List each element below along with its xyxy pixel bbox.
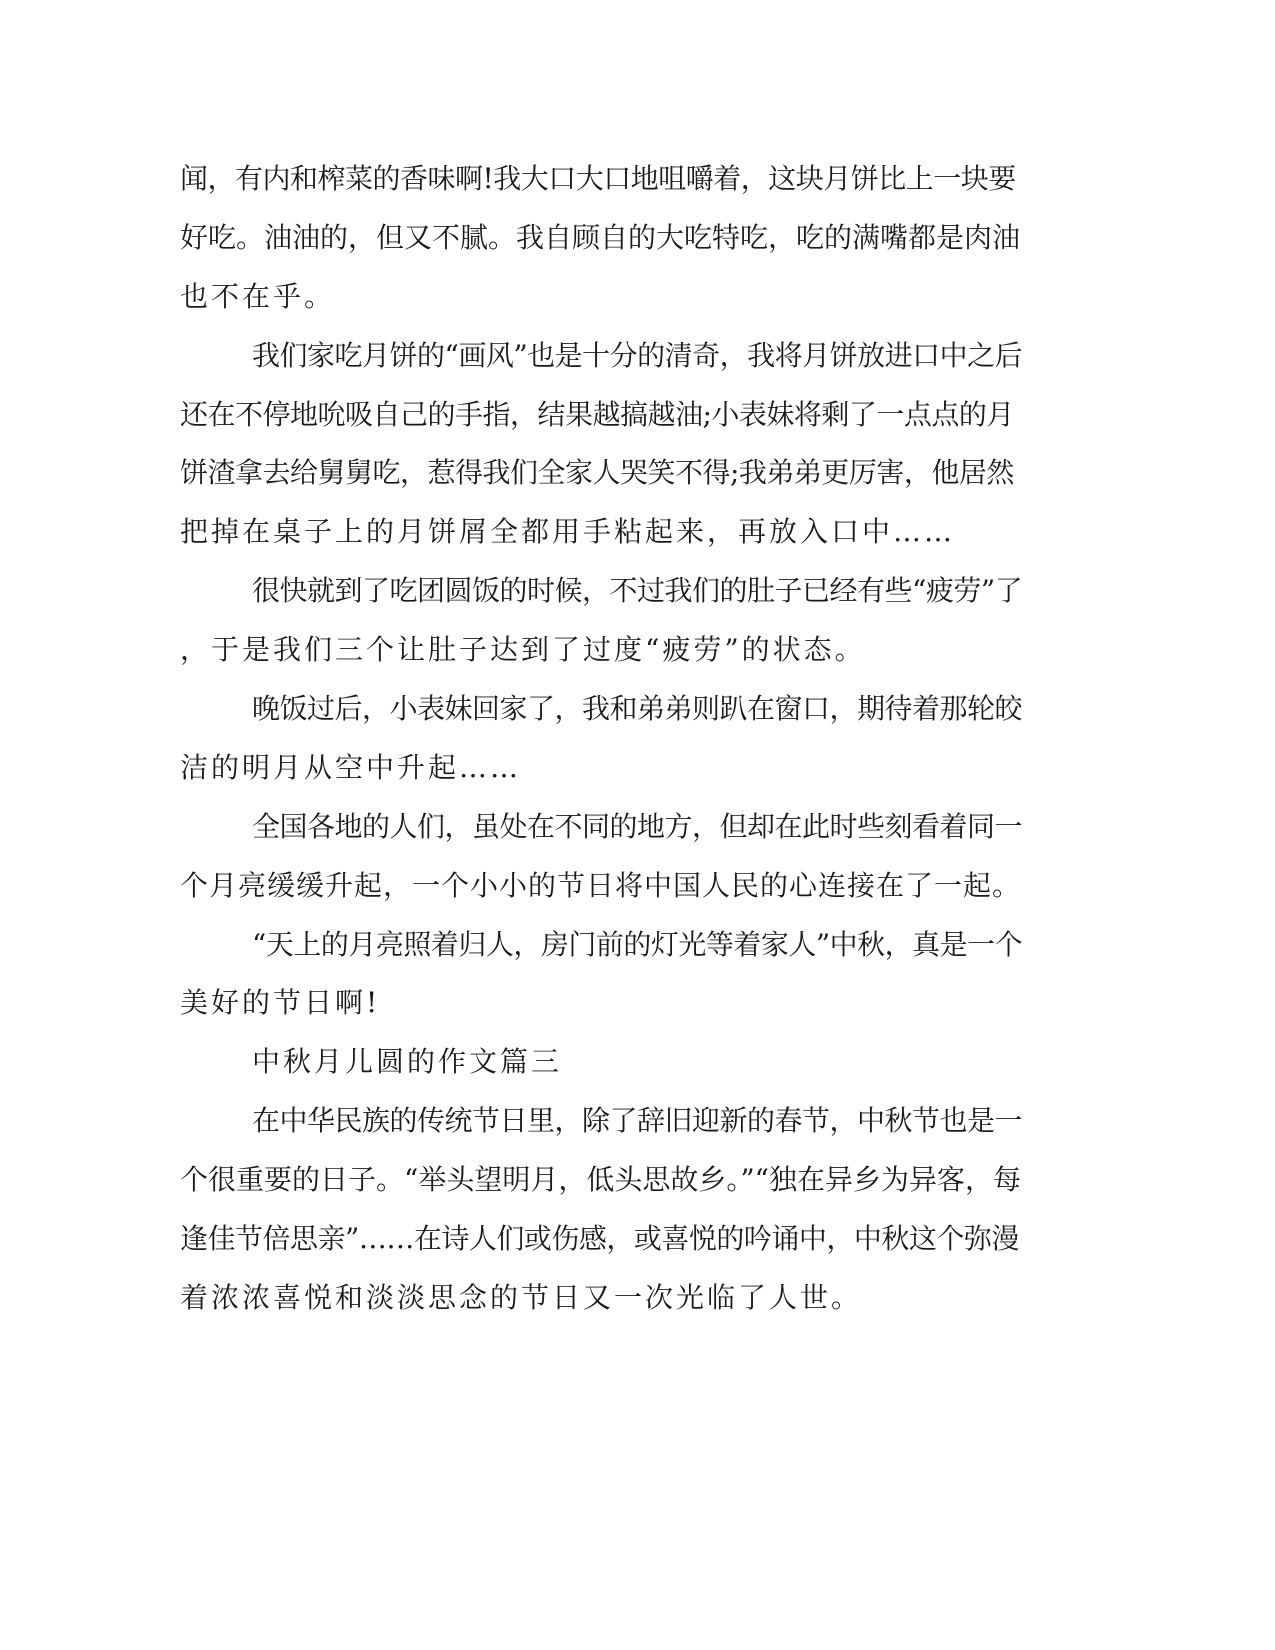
document-page (180, 150, 1028, 1328)
text-line: 在中华民族的传统节日里，除了辞旧迎新的春节，中秋节也是一 (252, 1104, 1023, 1138)
text-line: 洁的明月从空中升起…… (180, 750, 522, 784)
text-line: 着浓浓喜悦和淡淡思念的节日又一次光临了人世。 (180, 1280, 863, 1314)
text-line: 全国各地的人们，虽处在不同的地方，但却在此时些刻看着同一 (252, 809, 1023, 843)
text-line: 个月亮缓缓升起，一个小小的节日将中国人民的心连接在了一起。 (180, 868, 1022, 902)
text-line: 很快就到了吃团圆饭的时候，不过我们的肚子已经有些“疲劳”了 (252, 574, 1023, 608)
section-heading: 中秋月儿圆的作文篇三 (252, 1045, 563, 1079)
text-line: 饼渣拿去给舅舅吃，惹得我们全家人哭笑不得;我弟弟更厉害，他居然 (180, 456, 1014, 490)
text-line: 个很重要的日子。“举头望明月，低头思故乡。”“独在异乡为异客，每 (180, 1163, 1021, 1197)
text-line: 把掉在桌子上的月饼屑全都用手粘起来，再放入口中…… (180, 515, 956, 549)
text-line: 好吃。油油的，但又不腻。我自顾自的大吃特吃，吃的满嘴都是肉油 (180, 220, 1021, 254)
text-line: 也不在乎。 (180, 279, 336, 313)
text-line: ，于是我们三个让肚子达到了过度“疲劳”的状态。 (180, 633, 866, 667)
text-line: 晚饭过后，小表妹回家了，我和弟弟则趴在窗口，期待着那轮皎 (252, 692, 1023, 726)
text-line: 我们家吃月饼的“画风”也是十分的清奇，我将月饼放进口中之后 (252, 338, 1023, 372)
text-line: 美好的节日啊! (180, 986, 381, 1020)
text-line: “天上的月亮照着归人，房门前的灯光等着家人”中秋，真是一个 (252, 927, 1023, 961)
text-line: 还在不停地吮吸自己的手指，结果越搞越油;小表妹将剩了一点点的月 (180, 397, 1014, 431)
text-line: 逢佳节倍思亲”……在诗人们或伤感，或喜悦的吟诵中，中秋这个弥漫 (180, 1222, 1019, 1256)
text-line: 闻，有内和榨菜的香味啊!我大口大口地咀嚼着，这块月饼比上一块要 (180, 162, 1016, 195)
